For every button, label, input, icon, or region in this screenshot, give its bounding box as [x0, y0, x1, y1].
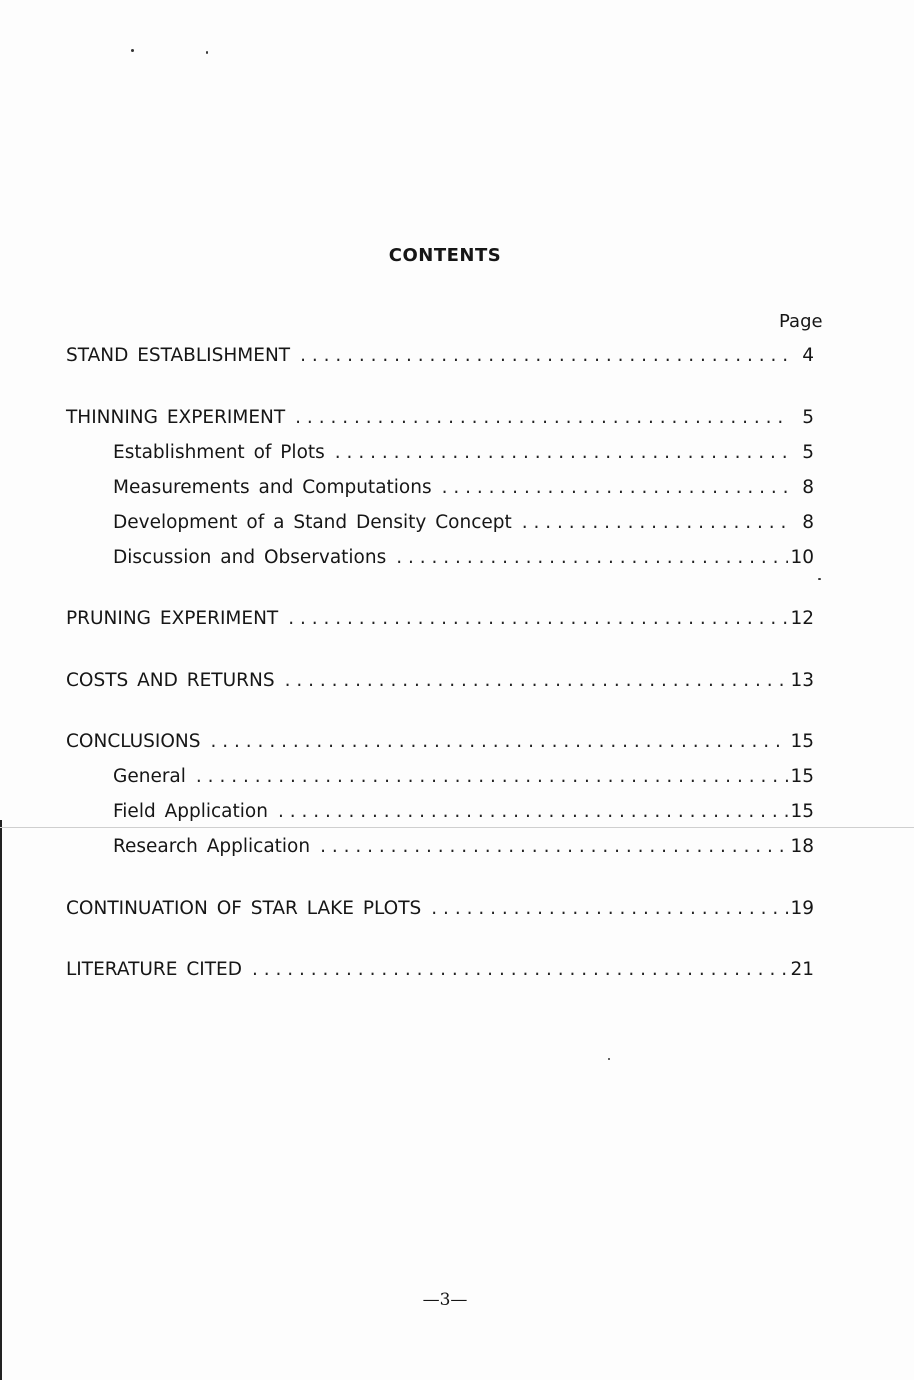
toc-entry-costs-and-returns [66, 670, 836, 696]
toc-entry-page: 15 [790, 766, 814, 787]
toc-entry-label: CONTINUATION OF STAR LAKE PLOTS [66, 898, 422, 919]
footer-page-number: —3— [422, 1290, 468, 1310]
toc-entry-page: 19 [790, 898, 814, 919]
toc-entry-label: General [113, 766, 186, 787]
page-title: CONTENTS [388, 245, 502, 266]
toc-entry-label: Field Application [113, 801, 268, 822]
toc-entry-label: Measurements and Computations [113, 477, 432, 498]
toc-entry-page: 10 [790, 547, 814, 568]
toc-entry-stand-establishment [66, 345, 836, 371]
toc-entry-field-application [113, 801, 836, 827]
toc-entry-page: 8 [802, 477, 814, 498]
dot-leader [522, 512, 788, 533]
toc-entry-general [113, 766, 836, 792]
toc-entry-page: 13 [790, 670, 814, 691]
toc-entry-label: PRUNING EXPERIMENT [66, 608, 279, 629]
toc-entry-label: LITERATURE CITED [66, 959, 242, 980]
dot-leader [335, 442, 788, 463]
dot-leader [252, 959, 788, 980]
dot-leader [431, 898, 788, 919]
toc-entry-label: Research Application [113, 836, 311, 857]
scan-speck [131, 49, 134, 52]
scan-speck [818, 578, 821, 580]
toc-entry-discussion-and-observations [113, 547, 836, 573]
toc-entry-stand-density-concept [113, 512, 836, 538]
toc-entry-page: 15 [790, 731, 814, 752]
toc-entry-label: STAND ESTABLISHMENT [66, 345, 291, 366]
toc-entry-page: 8 [802, 512, 814, 533]
dot-leader [295, 407, 788, 428]
scan-fold-line [0, 827, 914, 828]
toc-entry-page: 15 [790, 801, 814, 822]
toc-entry-label: Establishment of Plots [113, 442, 325, 463]
toc-entry-establishment-of-plots [113, 442, 836, 468]
scan-speck [206, 51, 208, 54]
toc-entry-page: 4 [802, 345, 814, 366]
toc-entry-research-application [113, 836, 836, 862]
dot-leader [211, 731, 788, 752]
dot-leader [196, 766, 788, 787]
dot-leader [442, 477, 788, 498]
toc-entry-label: Discussion and Observations [113, 547, 387, 568]
toc-entry-page: 12 [790, 608, 814, 629]
dot-leader [320, 836, 788, 857]
toc-entry-page: 5 [802, 407, 814, 428]
toc-entry-page: 21 [790, 959, 814, 980]
dot-leader [300, 345, 788, 366]
toc-entry-label: THINNING EXPERIMENT [66, 407, 286, 428]
page-column-label: Page [779, 311, 823, 332]
toc-entry-literature-cited [66, 959, 836, 985]
toc-entry-page: 5 [802, 442, 814, 463]
scan-speck [608, 1058, 610, 1060]
dot-leader [288, 608, 788, 629]
toc-entry-pruning-experiment [66, 608, 836, 634]
toc-entry-continuation-of-star-lake-plots [66, 898, 836, 924]
dot-leader [396, 547, 788, 568]
toc-entry-label: COSTS AND RETURNS [66, 670, 275, 691]
toc-entry-conclusions [66, 731, 836, 757]
dot-leader [278, 801, 788, 822]
toc-entry-measurements-and-computations [113, 477, 836, 503]
toc-entry-thinning-experiment [66, 407, 836, 433]
toc-entry-label: Development of a Stand Density Concept [113, 512, 512, 533]
toc-entry-page: 18 [790, 836, 814, 857]
dot-leader [285, 670, 788, 691]
toc-entry-label: CONCLUSIONS [66, 731, 201, 752]
